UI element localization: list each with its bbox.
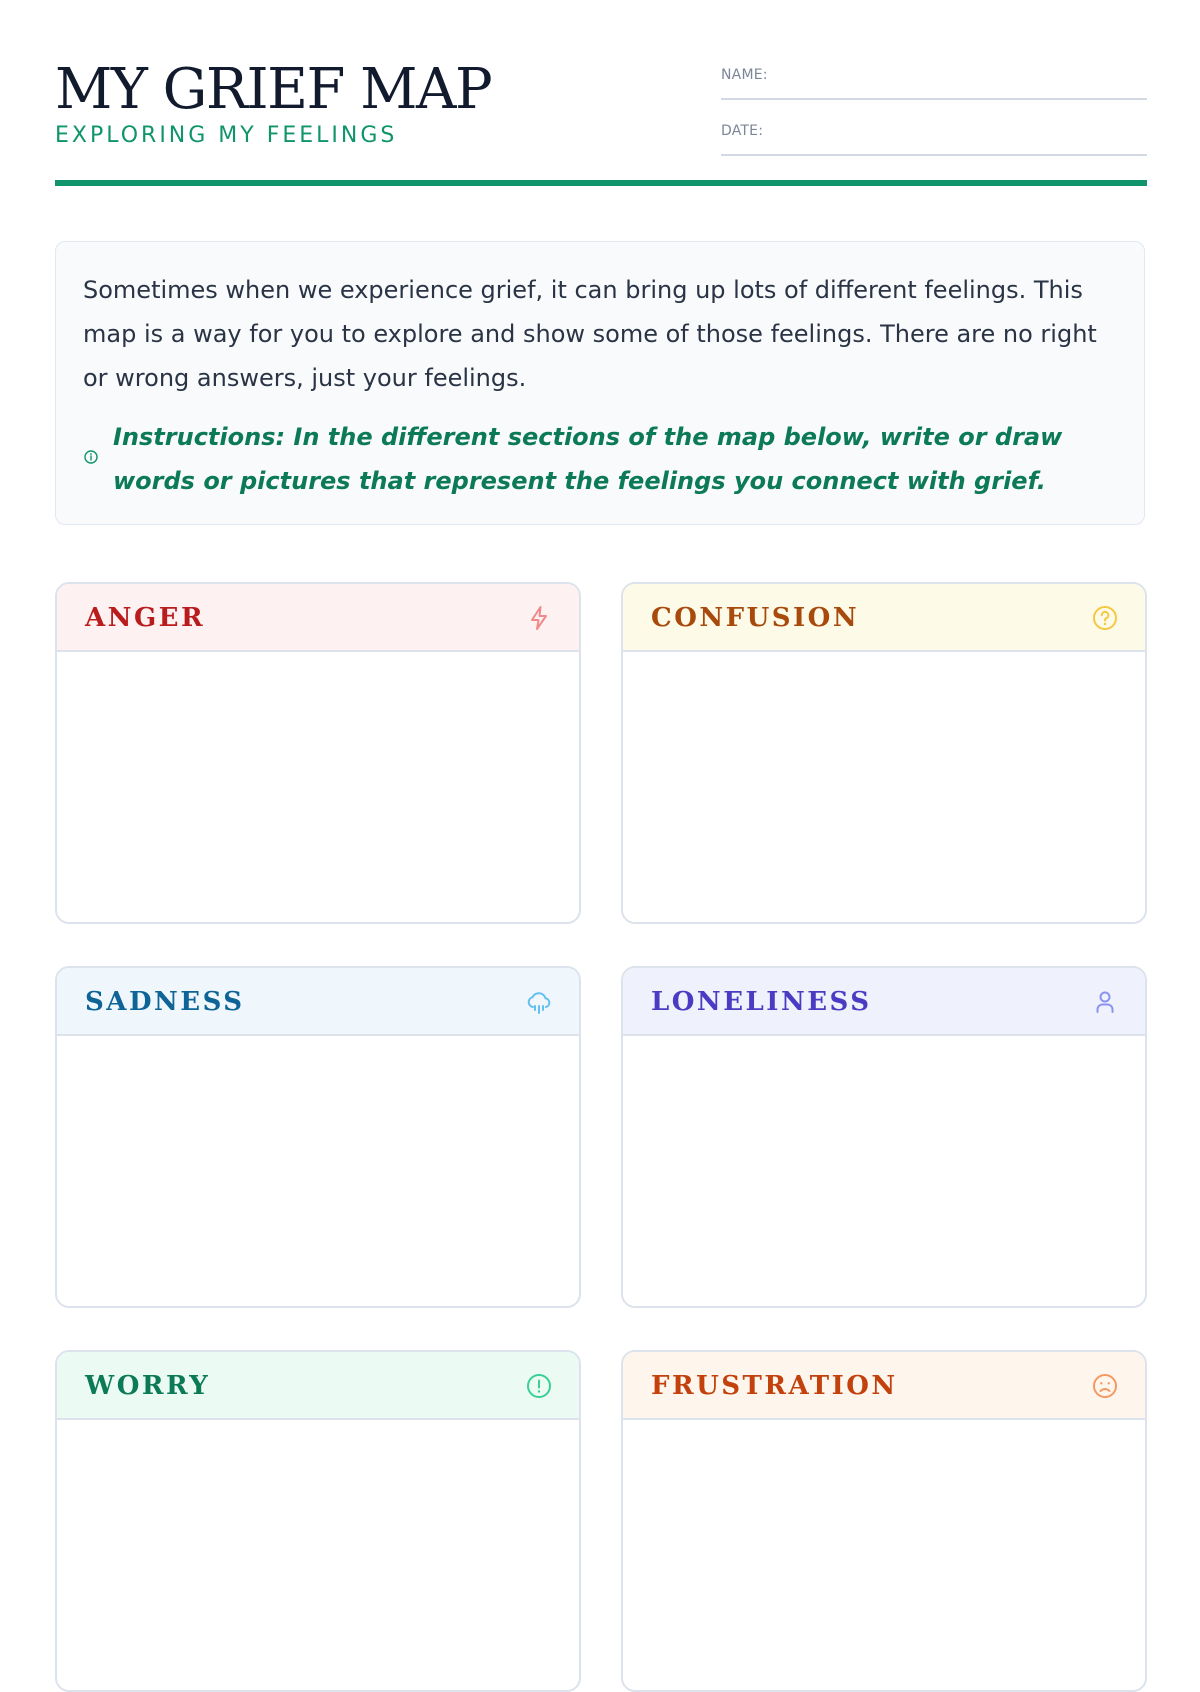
confusion-title: CONFUSION: [651, 603, 860, 633]
loneliness-title: LONELINESS: [651, 987, 872, 1017]
name-label: NAME:: [721, 67, 768, 83]
sadness-header: [57, 968, 579, 1036]
worry-header: [57, 1352, 579, 1420]
date-field[interactable]: [721, 116, 1147, 156]
anger-section[interactable]: [55, 582, 581, 924]
info-icon: [83, 449, 99, 465]
person-icon: [1091, 988, 1119, 1016]
loneliness-section[interactable]: [621, 966, 1147, 1308]
anger-header: [57, 584, 579, 652]
worry-section[interactable]: [55, 1350, 581, 1692]
frustration-title: FRUSTRATION: [651, 1371, 898, 1401]
name-date-fields: [721, 60, 1147, 172]
page-subtitle: EXPLORING MY FEELINGS: [55, 123, 398, 148]
confusion-section[interactable]: [621, 582, 1147, 924]
date-label: DATE:: [721, 123, 764, 139]
name-field[interactable]: [721, 60, 1147, 100]
instructions-text: Instructions: In the different sections of the map below, write or draw words or pictures that represent the feelings you connect with grief.: [113, 423, 1063, 495]
loneliness-header: [623, 968, 1145, 1036]
sadness-title: SADNESS: [85, 987, 245, 1017]
header-divider: [55, 180, 1147, 186]
intro-text: Sometimes when we experience grief, it can bring up lots of different feelings. This map is a way for you to explore and show some of those feelings. There are no right or wrong answers, just your feelings.: [83, 276, 1097, 392]
confusion-header: [623, 584, 1145, 652]
worksheet-header: [55, 0, 1147, 186]
alert-circle-icon: [525, 1372, 553, 1400]
frustration-header: [623, 1352, 1145, 1420]
anger-title: ANGER: [85, 603, 206, 633]
instructions: [83, 415, 1123, 507]
question-circle-icon: [1091, 604, 1119, 632]
frustration-section[interactable]: [621, 1350, 1147, 1692]
frown-icon: [1091, 1372, 1119, 1400]
intro-box: [55, 241, 1145, 525]
rain-cloud-icon: [525, 988, 553, 1016]
page-title: MY GRIEF MAP: [55, 57, 492, 122]
worry-title: WORRY: [85, 1371, 211, 1401]
sadness-section[interactable]: [55, 966, 581, 1308]
lightning-icon: [525, 604, 553, 632]
worksheet-page: [55, 0, 1147, 1600]
